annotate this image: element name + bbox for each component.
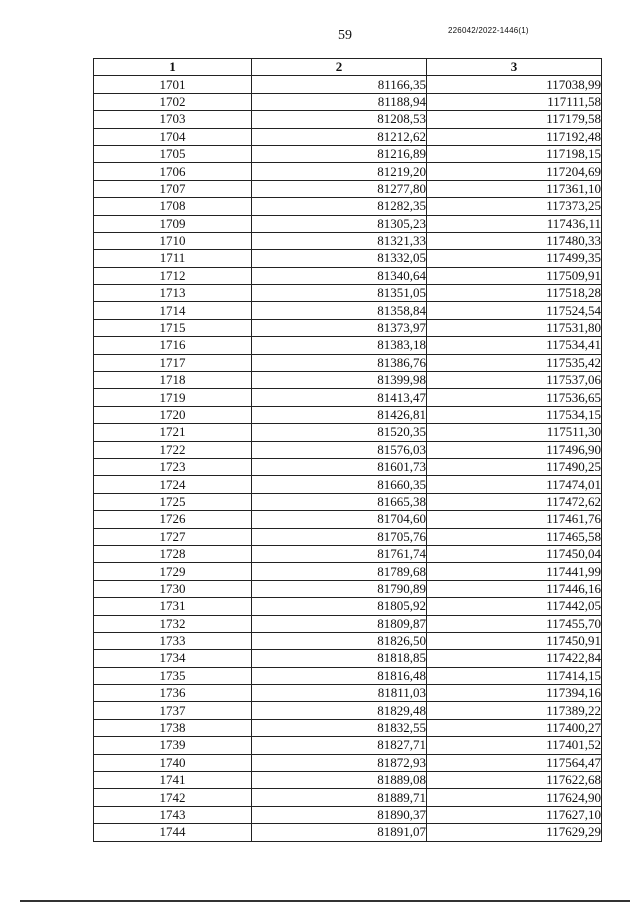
table-row <box>94 563 602 580</box>
cell-col-2: 81890,37 <box>252 806 427 823</box>
table-row <box>94 198 602 215</box>
cell-col-1: 1705 <box>94 145 252 162</box>
cell-col-2: 81805,92 <box>252 598 427 615</box>
column-header-1: 1 <box>94 59 252 76</box>
cell-col-1: 1726 <box>94 511 252 528</box>
cell-col-3: 117461,76 <box>427 511 602 528</box>
cell-col-3: 117422,84 <box>427 650 602 667</box>
cell-col-3: 117534,41 <box>427 337 602 354</box>
cell-col-3: 117389,22 <box>427 702 602 719</box>
cell-col-1: 1721 <box>94 424 252 441</box>
cell-col-1: 1724 <box>94 476 252 493</box>
cell-col-1: 1737 <box>94 702 252 719</box>
cell-col-1: 1712 <box>94 267 252 284</box>
cell-col-1: 1716 <box>94 337 252 354</box>
cell-col-2: 81761,74 <box>252 545 427 562</box>
cell-col-2: 81826,50 <box>252 632 427 649</box>
cell-col-1: 1740 <box>94 754 252 771</box>
cell-col-1: 1718 <box>94 372 252 389</box>
cell-col-1: 1725 <box>94 493 252 510</box>
cell-col-3: 117474,01 <box>427 476 602 493</box>
table-row <box>94 528 602 545</box>
table-row <box>94 145 602 162</box>
cell-col-1: 1717 <box>94 354 252 371</box>
cell-col-2: 81811,03 <box>252 685 427 702</box>
cell-col-1: 1741 <box>94 772 252 789</box>
coordinates-table <box>93 58 602 842</box>
table-row <box>94 598 602 615</box>
cell-col-3: 117414,15 <box>427 667 602 684</box>
cell-col-2: 81166,35 <box>252 76 427 93</box>
cell-col-2: 81889,08 <box>252 772 427 789</box>
cell-col-2: 81704,60 <box>252 511 427 528</box>
cell-col-3: 117531,80 <box>427 319 602 336</box>
table-row <box>94 354 602 371</box>
cell-col-2: 81827,71 <box>252 737 427 754</box>
table-row <box>94 76 602 93</box>
cell-col-2: 81413,47 <box>252 389 427 406</box>
table-row <box>94 615 602 632</box>
table-row <box>94 511 602 528</box>
cell-col-1: 1707 <box>94 180 252 197</box>
table-row <box>94 667 602 684</box>
table-row <box>94 424 602 441</box>
cell-col-1: 1744 <box>94 824 252 841</box>
cell-col-2: 81789,68 <box>252 563 427 580</box>
cell-col-3: 117038,99 <box>427 76 602 93</box>
cell-col-3: 117472,62 <box>427 493 602 510</box>
table-row <box>94 128 602 145</box>
table-row <box>94 789 602 806</box>
cell-col-1: 1704 <box>94 128 252 145</box>
cell-col-3: 117624,90 <box>427 789 602 806</box>
cell-col-1: 1714 <box>94 302 252 319</box>
cell-col-1: 1733 <box>94 632 252 649</box>
cell-col-1: 1727 <box>94 528 252 545</box>
cell-col-3: 117511,30 <box>427 424 602 441</box>
cell-col-2: 81809,87 <box>252 615 427 632</box>
cell-col-2: 81321,33 <box>252 232 427 249</box>
cell-col-3: 117564,47 <box>427 754 602 771</box>
cell-col-3: 117455,70 <box>427 615 602 632</box>
table-row <box>94 493 602 510</box>
cell-col-2: 81705,76 <box>252 528 427 545</box>
cell-col-2: 81340,64 <box>252 267 427 284</box>
cell-col-3: 117535,42 <box>427 354 602 371</box>
cell-col-2: 81818,85 <box>252 650 427 667</box>
cell-col-1: 1720 <box>94 406 252 423</box>
cell-col-2: 81277,80 <box>252 180 427 197</box>
cell-col-2: 81891,07 <box>252 824 427 841</box>
cell-col-1: 1735 <box>94 667 252 684</box>
table-row <box>94 719 602 736</box>
table-row <box>94 824 602 841</box>
cell-col-2: 81332,05 <box>252 250 427 267</box>
cell-col-2: 81208,53 <box>252 111 427 128</box>
page-number: 59 <box>338 28 352 43</box>
cell-col-2: 81305,23 <box>252 215 427 232</box>
table-row <box>94 285 602 302</box>
cell-col-3: 117400,27 <box>427 719 602 736</box>
cell-col-3: 117496,90 <box>427 441 602 458</box>
bottom-rule <box>20 900 630 902</box>
table-row <box>94 389 602 406</box>
cell-col-3: 117192,48 <box>427 128 602 145</box>
cell-col-1: 1710 <box>94 232 252 249</box>
cell-col-3: 117204,69 <box>427 163 602 180</box>
cell-col-2: 81889,71 <box>252 789 427 806</box>
cell-col-2: 81576,03 <box>252 441 427 458</box>
table-row <box>94 215 602 232</box>
cell-col-1: 1702 <box>94 93 252 110</box>
cell-col-3: 117401,52 <box>427 737 602 754</box>
table-row <box>94 250 602 267</box>
cell-col-3: 117509,91 <box>427 267 602 284</box>
cell-col-1: 1739 <box>94 737 252 754</box>
cell-col-3: 117442,05 <box>427 598 602 615</box>
table-row <box>94 319 602 336</box>
cell-col-3: 117446,16 <box>427 580 602 597</box>
cell-col-1: 1715 <box>94 319 252 336</box>
table-row <box>94 772 602 789</box>
cell-col-2: 81383,18 <box>252 337 427 354</box>
cell-col-2: 81426,81 <box>252 406 427 423</box>
cell-col-3: 117436,11 <box>427 215 602 232</box>
cell-col-3: 117465,58 <box>427 528 602 545</box>
cell-col-2: 81816,48 <box>252 667 427 684</box>
table-row <box>94 302 602 319</box>
cell-col-1: 1711 <box>94 250 252 267</box>
cell-col-3: 117518,28 <box>427 285 602 302</box>
cell-col-1: 1728 <box>94 545 252 562</box>
cell-col-1: 1719 <box>94 389 252 406</box>
table-row <box>94 458 602 475</box>
column-header-3: 3 <box>427 59 602 76</box>
cell-col-1: 1703 <box>94 111 252 128</box>
cell-col-2: 81216,89 <box>252 145 427 162</box>
cell-col-2: 81399,98 <box>252 372 427 389</box>
cell-col-1: 1742 <box>94 789 252 806</box>
cell-col-1: 1723 <box>94 458 252 475</box>
cell-col-1: 1736 <box>94 685 252 702</box>
cell-col-1: 1701 <box>94 76 252 93</box>
cell-col-1: 1708 <box>94 198 252 215</box>
cell-col-2: 81872,93 <box>252 754 427 771</box>
cell-col-2: 81520,35 <box>252 424 427 441</box>
cell-col-2: 81832,55 <box>252 719 427 736</box>
cell-col-1: 1738 <box>94 719 252 736</box>
cell-col-2: 81358,84 <box>252 302 427 319</box>
table-row <box>94 650 602 667</box>
cell-col-1: 1731 <box>94 598 252 615</box>
table-row <box>94 737 602 754</box>
cell-col-2: 81219,20 <box>252 163 427 180</box>
cell-col-3: 117627,10 <box>427 806 602 823</box>
cell-col-3: 117111,58 <box>427 93 602 110</box>
cell-col-1: 1730 <box>94 580 252 597</box>
cell-col-1: 1732 <box>94 615 252 632</box>
cell-col-3: 117198,15 <box>427 145 602 162</box>
table-row <box>94 806 602 823</box>
document-id: 226042/2022-1446(1) <box>448 26 529 35</box>
table-row <box>94 580 602 597</box>
table-row <box>94 372 602 389</box>
table-row <box>94 685 602 702</box>
cell-col-2: 81351,05 <box>252 285 427 302</box>
table-row <box>94 632 602 649</box>
cell-col-2: 81660,35 <box>252 476 427 493</box>
table-row <box>94 111 602 128</box>
cell-col-1: 1722 <box>94 441 252 458</box>
table-row <box>94 337 602 354</box>
cell-col-2: 81188,94 <box>252 93 427 110</box>
cell-col-2: 81386,76 <box>252 354 427 371</box>
cell-col-3: 117480,33 <box>427 232 602 249</box>
cell-col-3: 117179,58 <box>427 111 602 128</box>
column-header-2: 2 <box>252 59 427 76</box>
cell-col-1: 1713 <box>94 285 252 302</box>
cell-col-2: 81212,62 <box>252 128 427 145</box>
cell-col-1: 1734 <box>94 650 252 667</box>
cell-col-3: 117441,99 <box>427 563 602 580</box>
cell-col-1: 1729 <box>94 563 252 580</box>
cell-col-1: 1706 <box>94 163 252 180</box>
table-row <box>94 476 602 493</box>
cell-col-2: 81790,89 <box>252 580 427 597</box>
table-row <box>94 180 602 197</box>
cell-col-3: 117373,25 <box>427 198 602 215</box>
cell-col-3: 117361,10 <box>427 180 602 197</box>
table-row <box>94 406 602 423</box>
cell-col-2: 81665,38 <box>252 493 427 510</box>
table-row <box>94 545 602 562</box>
table-body <box>94 76 602 841</box>
cell-col-3: 117394,16 <box>427 685 602 702</box>
table-header-row <box>94 59 602 76</box>
cell-col-3: 117450,04 <box>427 545 602 562</box>
cell-col-3: 117450,91 <box>427 632 602 649</box>
table-row <box>94 441 602 458</box>
cell-col-3: 117499,35 <box>427 250 602 267</box>
table-row <box>94 232 602 249</box>
cell-col-3: 117534,15 <box>427 406 602 423</box>
cell-col-3: 117622,68 <box>427 772 602 789</box>
table-row <box>94 702 602 719</box>
table-row <box>94 267 602 284</box>
table-row <box>94 163 602 180</box>
cell-col-3: 117537,06 <box>427 372 602 389</box>
cell-col-2: 81829,48 <box>252 702 427 719</box>
cell-col-3: 117536,65 <box>427 389 602 406</box>
table-row <box>94 754 602 771</box>
cell-col-2: 81601,73 <box>252 458 427 475</box>
cell-col-2: 81373,97 <box>252 319 427 336</box>
table-row <box>94 93 602 110</box>
cell-col-3: 117524,54 <box>427 302 602 319</box>
cell-col-2: 81282,35 <box>252 198 427 215</box>
cell-col-1: 1743 <box>94 806 252 823</box>
cell-col-3: 117490,25 <box>427 458 602 475</box>
cell-col-1: 1709 <box>94 215 252 232</box>
cell-col-3: 117629,29 <box>427 824 602 841</box>
